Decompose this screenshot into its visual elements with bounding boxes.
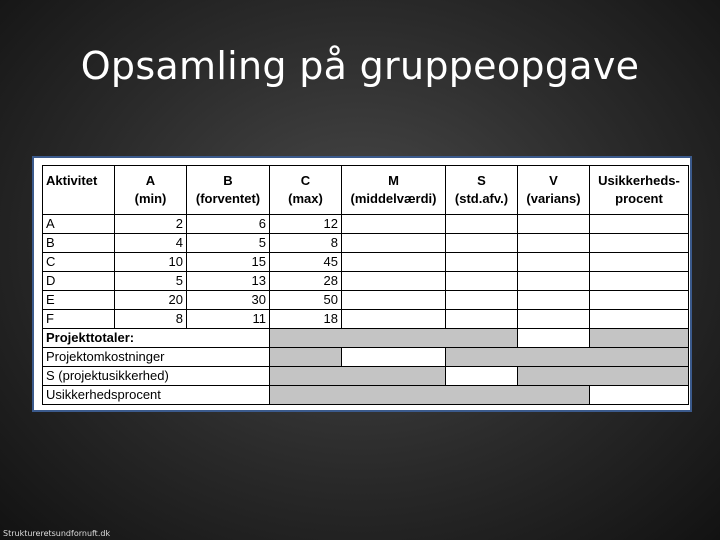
table-row xyxy=(43,272,689,291)
s-cell[interactable] xyxy=(446,291,518,310)
c-cell: 8 xyxy=(270,234,342,253)
usikkerhed-cell[interactable] xyxy=(590,253,689,272)
activity-cell: A xyxy=(43,215,115,234)
v-cell[interactable] xyxy=(518,215,590,234)
risk-row xyxy=(43,367,689,386)
table-row xyxy=(43,234,689,253)
usikkerhed-cell[interactable] xyxy=(590,272,689,291)
risk-total-box[interactable] xyxy=(446,367,518,386)
totals-heading: Projekttotaler: xyxy=(43,329,270,348)
c-cell: 18 xyxy=(270,310,342,329)
s-cell[interactable] xyxy=(446,310,518,329)
cost-label: Projektomkostninger xyxy=(43,348,270,367)
m-cell[interactable] xyxy=(342,310,446,329)
gray-area xyxy=(270,348,342,367)
usikkerhed-cell[interactable] xyxy=(590,310,689,329)
c-cell: 50 xyxy=(270,291,342,310)
activity-cell: F xyxy=(43,310,115,329)
b-cell: 6 xyxy=(187,215,270,234)
v-cell[interactable] xyxy=(518,253,590,272)
b-cell: 13 xyxy=(187,272,270,291)
s-cell[interactable] xyxy=(446,234,518,253)
activity-table xyxy=(42,165,689,405)
s-cell[interactable] xyxy=(446,253,518,272)
m-cell[interactable] xyxy=(342,215,446,234)
v-cell[interactable] xyxy=(518,310,590,329)
header-b: B (forventet) xyxy=(187,166,270,215)
m-cell[interactable] xyxy=(342,291,446,310)
activity-cell: D xyxy=(43,272,115,291)
m-cell[interactable] xyxy=(342,253,446,272)
gray-area xyxy=(590,329,689,348)
uncertainty-row xyxy=(43,386,689,405)
m-cell[interactable] xyxy=(342,234,446,253)
a-cell: 8 xyxy=(115,310,187,329)
b-cell: 5 xyxy=(187,234,270,253)
header-a: A (min) xyxy=(115,166,187,215)
risk-label: S (projektusikkerhed) xyxy=(43,367,270,386)
cost-total-box[interactable] xyxy=(342,348,446,367)
header-m: M (middelværdi) xyxy=(342,166,446,215)
activity-cell: E xyxy=(43,291,115,310)
a-cell: 20 xyxy=(115,291,187,310)
m-cell[interactable] xyxy=(342,272,446,291)
variance-total-box[interactable] xyxy=(518,329,590,348)
a-cell: 5 xyxy=(115,272,187,291)
usikkerhed-cell[interactable] xyxy=(590,291,689,310)
usikkerhed-cell[interactable] xyxy=(590,234,689,253)
c-cell: 12 xyxy=(270,215,342,234)
gray-area xyxy=(270,386,590,405)
gray-area xyxy=(270,329,518,348)
header-v: V (varians) xyxy=(518,166,590,215)
cost-row xyxy=(43,348,689,367)
gray-area xyxy=(446,348,689,367)
table-row xyxy=(43,253,689,272)
header-row xyxy=(43,166,689,215)
slide-title: Opsamling på gruppeopgave xyxy=(80,44,640,88)
a-cell: 10 xyxy=(115,253,187,272)
gray-area xyxy=(270,367,446,386)
header-c: C (max) xyxy=(270,166,342,215)
v-cell[interactable] xyxy=(518,291,590,310)
s-cell[interactable] xyxy=(446,272,518,291)
usikkerhed-cell[interactable] xyxy=(590,215,689,234)
table-row xyxy=(43,291,689,310)
uncertainty-total-box[interactable] xyxy=(590,386,689,405)
c-cell: 45 xyxy=(270,253,342,272)
header-usikkerhed: Usikkerheds- procent xyxy=(590,166,689,215)
table-frame xyxy=(32,156,692,412)
v-cell[interactable] xyxy=(518,272,590,291)
s-cell[interactable] xyxy=(446,215,518,234)
v-cell[interactable] xyxy=(518,234,590,253)
c-cell: 28 xyxy=(270,272,342,291)
table-row xyxy=(43,310,689,329)
b-cell: 30 xyxy=(187,291,270,310)
a-cell: 4 xyxy=(115,234,187,253)
totals-heading-row xyxy=(43,329,689,348)
gray-area xyxy=(518,367,689,386)
activity-cell: C xyxy=(43,253,115,272)
header-s: S (std.afv.) xyxy=(446,166,518,215)
b-cell: 15 xyxy=(187,253,270,272)
table-row xyxy=(43,215,689,234)
activity-cell: B xyxy=(43,234,115,253)
b-cell: 11 xyxy=(187,310,270,329)
footer-credit: Struktureretsundfornuft.dk xyxy=(3,529,111,538)
a-cell: 2 xyxy=(115,215,187,234)
header-aktivitet: Aktivitet xyxy=(43,166,115,215)
uncertainty-label: Usikkerhedsprocent xyxy=(43,386,270,405)
